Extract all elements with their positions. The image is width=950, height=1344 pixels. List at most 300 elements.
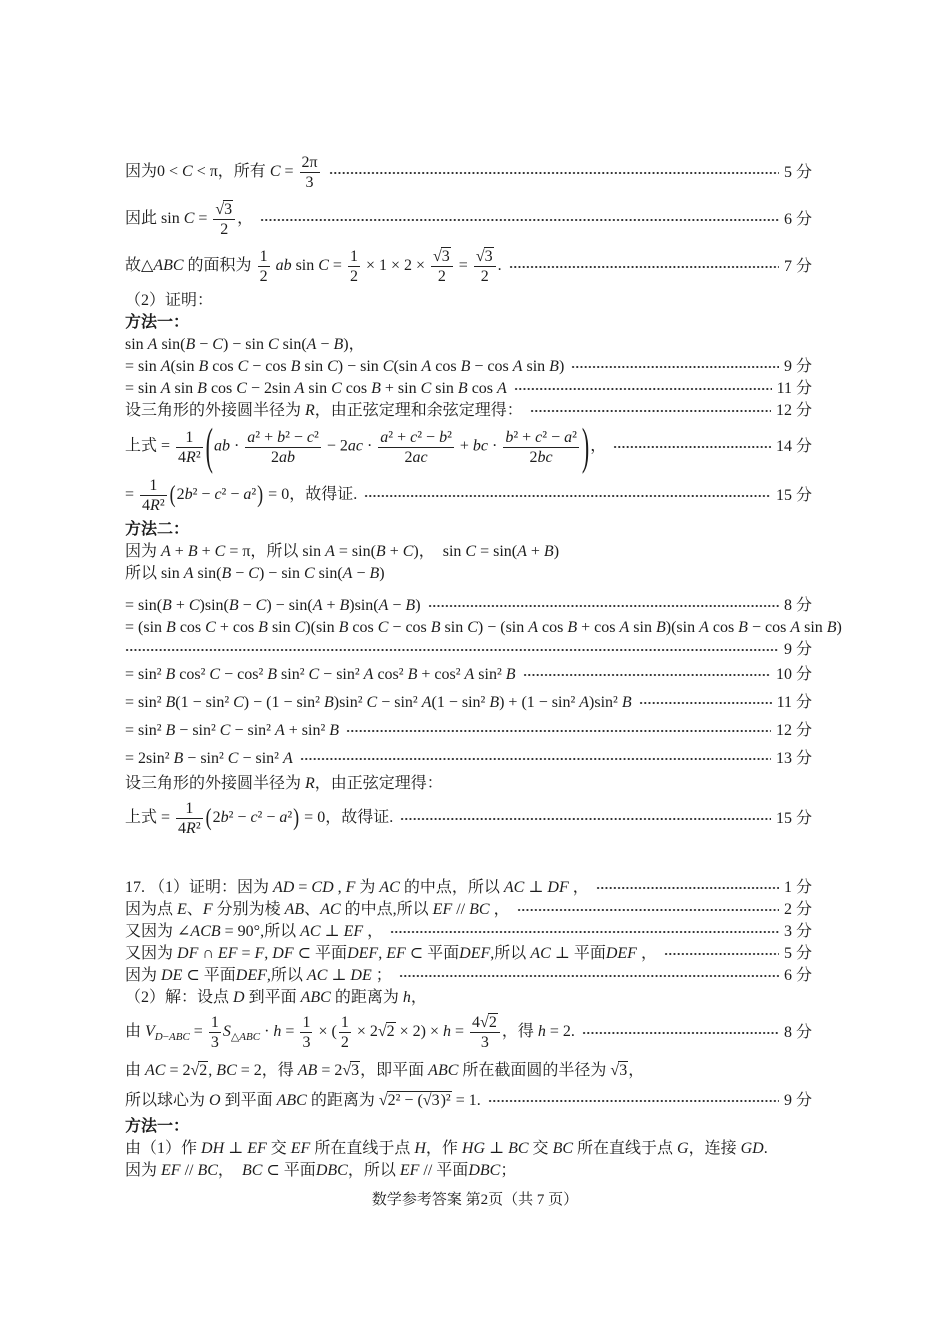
math-variable: F	[256, 1140, 267, 1157]
fraction-denominator: 2	[259, 268, 268, 285]
math-variable: B	[241, 1162, 252, 1179]
math-variable: G	[677, 1140, 689, 1157]
math-variable: C	[327, 358, 338, 375]
math-variable: F	[257, 967, 267, 984]
dot-leader	[125, 648, 779, 652]
math-variable: D	[315, 1162, 328, 1179]
math-variable: F	[345, 879, 356, 896]
math-variable: F	[300, 1140, 311, 1157]
line-content	[125, 595, 421, 617]
math-variable: B	[505, 666, 516, 683]
math-variable: B	[185, 336, 196, 353]
line-text: =	[125, 486, 139, 504]
answer-line	[125, 334, 812, 356]
math-variable: A	[619, 619, 630, 636]
score-label: 12 分	[775, 722, 812, 739]
math-variable: c	[535, 428, 543, 446]
answer-line	[125, 661, 812, 689]
math-variable: B	[162, 597, 172, 614]
line-text: 2b² − c² − a²	[176, 486, 257, 504]
radicand: 2	[386, 1023, 395, 1041]
fraction-numerator: a² + b² − c²	[247, 428, 319, 446]
line-text: × 1 × 2 ×	[361, 257, 430, 275]
dot-leader	[300, 757, 771, 761]
math-variable: C	[562, 1140, 574, 1157]
line-content	[125, 1160, 516, 1182]
line-text: 由 V	[125, 1023, 155, 1041]
fraction-denominator: 3	[480, 1034, 489, 1051]
answer-line	[125, 290, 812, 312]
math-variable: C	[248, 565, 259, 582]
math-variable: c	[480, 437, 488, 455]
math-variable: B	[246, 1031, 253, 1044]
line-text: 因为 A + B + C = π，所以 sin A = sin(B + C)， sin C = sin(A + B)	[125, 543, 560, 560]
square-root	[378, 1023, 396, 1040]
math-variable: C	[389, 879, 400, 896]
line-text: 因为点 E、F 分别为棱 AB、AC 的中点,所以 EF // BC ，	[125, 901, 510, 918]
line-text: 上式 =	[125, 437, 175, 455]
line-text: 故△ABC 的面积为	[125, 257, 256, 275]
math-variable: a	[380, 428, 389, 446]
line-content	[125, 965, 392, 987]
score-label: 7 分	[783, 257, 812, 275]
math-variable: C	[212, 336, 223, 353]
fraction-numerator: 1	[176, 428, 203, 448]
math-variable: b	[283, 257, 292, 275]
math-variable: C	[200, 923, 211, 940]
math-variable: c	[306, 428, 315, 446]
math-variable: B	[405, 597, 416, 614]
math-variable: B	[165, 694, 176, 711]
math-variable: C	[311, 879, 323, 896]
math-variable: D	[233, 989, 245, 1006]
fraction-numerator	[474, 247, 496, 267]
fraction	[474, 243, 496, 290]
math-variable: B	[228, 597, 239, 614]
math-variable: A	[190, 923, 201, 940]
math-variable: A	[320, 901, 330, 918]
line-content	[125, 378, 507, 400]
line-text: − 2ac ·	[322, 437, 377, 455]
answer-line	[125, 795, 812, 842]
fraction	[140, 472, 167, 519]
math-variable: C	[316, 967, 328, 984]
math-variable: C	[377, 619, 389, 636]
math-variable: C	[226, 1062, 237, 1079]
line-text: × 2) × h =	[395, 1023, 469, 1041]
fraction-numerator: a² + c² − b²	[380, 428, 452, 446]
square-root	[480, 1014, 498, 1031]
math-variable: D	[235, 967, 248, 984]
parenthesis: (	[169, 480, 176, 508]
fraction-numerator: 1	[140, 476, 167, 496]
line-content	[125, 519, 189, 541]
method-heading: 方法二：	[125, 521, 190, 538]
math-variable: h	[273, 1023, 282, 1041]
fraction	[339, 1009, 351, 1056]
math-variable: C	[182, 163, 193, 181]
score-label: 9 分	[783, 358, 812, 375]
math-variable: C	[296, 1092, 307, 1109]
line-text: sin A sin(B − C) − sin C sin(A − B)，	[125, 336, 365, 353]
math-variable: c	[355, 437, 363, 455]
line-content	[125, 1138, 768, 1160]
score-label: 8 分	[783, 597, 812, 614]
line-content	[125, 1060, 644, 1082]
answer-line	[125, 921, 812, 943]
math-variable: H	[461, 1140, 474, 1157]
math-variable: E	[217, 945, 228, 962]
radicand: 3	[441, 248, 450, 265]
dot-leader	[509, 265, 779, 269]
math-variable: E	[177, 901, 187, 918]
score-label: 8 分	[783, 1023, 812, 1041]
math-variable: C	[233, 694, 244, 711]
answer-line	[125, 943, 812, 965]
math-variable: c	[410, 428, 418, 446]
math-variable: F	[409, 1162, 420, 1179]
math-variable: b	[287, 448, 296, 466]
score-label: 15 分	[775, 809, 812, 827]
fraction-denominator: 2ac	[404, 448, 428, 466]
math-variable: C	[255, 597, 267, 614]
math-variable: B	[549, 358, 559, 375]
score-label: 11 分	[776, 380, 812, 397]
math-variable: B	[339, 597, 350, 614]
answer-line	[125, 595, 812, 617]
fraction-denominator: 4R²	[178, 448, 201, 466]
math-variable: A	[517, 543, 527, 560]
math-variable: A	[530, 945, 541, 962]
math-variable: A	[276, 1092, 287, 1109]
fraction	[300, 1009, 312, 1056]
math-variable: C	[331, 380, 342, 397]
math-variable: A	[464, 666, 475, 683]
line-text: ，	[628, 1062, 645, 1079]
math-variable: c	[420, 448, 428, 466]
math-variable: A	[239, 1031, 247, 1044]
math-variable: D	[154, 1031, 163, 1044]
math-variable: A	[699, 619, 709, 636]
line-text: .	[497, 257, 502, 275]
math-variable: E	[247, 967, 258, 984]
math-variable: C	[209, 666, 221, 683]
math-variable: B	[457, 380, 468, 397]
math-variable: B	[369, 565, 380, 582]
math-variable: A	[183, 565, 194, 582]
math-variable: c	[214, 486, 222, 504]
math-variable: A	[512, 358, 523, 375]
answer-line	[125, 745, 812, 773]
subscript: △ABC	[230, 1031, 261, 1044]
line-content	[125, 921, 383, 943]
line-content	[125, 617, 842, 639]
answer-line	[125, 400, 812, 422]
math-variable: B	[460, 358, 471, 375]
line-text: · h =	[260, 1023, 299, 1041]
dot-leader	[523, 673, 771, 677]
math-variable: D	[177, 945, 189, 962]
radicand: 3	[484, 248, 493, 265]
answer-line	[125, 1056, 812, 1086]
dot-leader	[571, 365, 779, 369]
math-variable: B	[294, 901, 305, 918]
math-variable: F	[368, 945, 379, 962]
math-variable: C	[337, 1162, 348, 1179]
line-content	[125, 417, 607, 475]
fraction-denominator: 2	[349, 268, 358, 285]
large-parenthesis: (	[205, 417, 213, 475]
fraction	[245, 424, 321, 471]
math-variable: D	[272, 945, 284, 962]
math-variable: B	[552, 1140, 563, 1157]
math-variable: D	[282, 879, 295, 896]
score-label: 10 分	[775, 666, 812, 683]
parenthesis: (	[205, 803, 212, 831]
math-variable: A	[300, 923, 310, 940]
math-variable: A	[306, 336, 317, 353]
math-variable: B	[165, 666, 176, 683]
line-text: + bc ·	[455, 437, 502, 455]
fraction-numerator	[431, 247, 453, 267]
fraction-denominator: 3	[305, 174, 314, 191]
math-variable: B	[469, 901, 479, 918]
score-label: 2 分	[783, 901, 812, 918]
math-variable: R	[186, 820, 196, 837]
line-content	[125, 987, 427, 1009]
dot-leader	[517, 908, 779, 912]
math-variable: A	[297, 1062, 308, 1079]
score-label: 6 分	[783, 967, 812, 984]
math-variable: F	[558, 879, 569, 896]
math-variable: A	[294, 380, 305, 397]
dot-leader	[664, 952, 779, 956]
line-content	[125, 720, 339, 742]
math-variable: A	[282, 750, 293, 767]
math-variable: E	[161, 1162, 171, 1179]
math-variable: B	[166, 619, 176, 636]
math-variable: C	[182, 1031, 190, 1044]
answer-line	[125, 312, 812, 334]
score-label: 15 分	[775, 486, 812, 504]
fraction-denominator: 2	[437, 268, 446, 285]
math-variable: C	[251, 1162, 263, 1179]
math-variable: B	[173, 750, 184, 767]
math-variable: F	[202, 901, 213, 918]
math-variable: A	[421, 694, 432, 711]
line-text: × (	[314, 1023, 337, 1041]
math-variable: a	[279, 448, 288, 466]
math-variable: B	[286, 1092, 297, 1109]
square-root	[433, 248, 451, 265]
math-variable: B	[338, 619, 349, 636]
line-text: ab sin C =	[275, 257, 346, 275]
line-content	[125, 748, 293, 770]
answer-line	[125, 149, 812, 196]
math-variable: E	[247, 1140, 257, 1157]
math-variable: B	[375, 543, 386, 560]
line-text: 又因为 ∠ACB = 90°,所以 AC ⊥ EF ，	[125, 923, 384, 940]
fraction-denominator: 3	[302, 1034, 311, 1051]
fraction	[258, 243, 270, 290]
large-parenthesis: )	[581, 417, 590, 475]
math-variable: D	[547, 879, 559, 896]
math-variable: C	[517, 1140, 529, 1157]
line-content	[125, 356, 564, 378]
dot-leader	[346, 729, 771, 733]
line-content	[125, 773, 443, 795]
line-text: ，	[237, 210, 254, 228]
fraction	[209, 1009, 221, 1056]
math-variable: C	[219, 722, 231, 739]
math-variable: B	[329, 722, 340, 739]
line-text: )²	[440, 1092, 451, 1109]
line-text: 2b² − c² − a²	[212, 809, 293, 827]
radicand: 2	[199, 1062, 208, 1079]
fraction-numerator: 1	[210, 1014, 219, 1031]
fraction	[176, 424, 203, 471]
square-root	[476, 248, 494, 265]
method-heading: 方法一：	[125, 314, 190, 331]
math-variable: b	[505, 428, 514, 446]
fraction	[431, 243, 453, 290]
fraction-numerator: 1	[259, 248, 268, 265]
fraction	[503, 424, 579, 471]
math-variable: c	[545, 448, 553, 466]
math-variable: C	[154, 1062, 166, 1079]
radicand: 3	[224, 201, 233, 218]
line-content	[125, 1009, 575, 1056]
math-variable: E	[343, 923, 354, 940]
math-variable: A	[168, 1031, 176, 1044]
math-variable: R	[305, 775, 315, 792]
line-content	[125, 877, 589, 899]
parenthesis: )	[293, 803, 300, 831]
math-variable: B	[567, 619, 578, 636]
math-variable: a	[213, 437, 222, 455]
math-variable: H	[414, 1140, 426, 1157]
math-variable: b	[221, 437, 230, 455]
line-text: = (sin B cos C + cos B sin C)(sin B cos C − cos B sin C) − (sin A cos B + cos A sin B)(sin A cos B − cos A sin B)	[125, 619, 842, 636]
math-variable: H	[212, 1140, 225, 1157]
math-variable: C	[402, 543, 414, 560]
math-variable: D	[161, 967, 173, 984]
fraction-numerator	[213, 200, 235, 220]
method-heading: 方法一：	[125, 1118, 190, 1135]
fraction-numerator: 1	[349, 248, 358, 265]
square-root	[379, 1092, 452, 1109]
score-label: 1 分	[783, 879, 812, 896]
math-variable: a	[279, 809, 288, 827]
line-text: 因为 DE ⊂ 平面DEF,所以 AC ⊥ DE ；	[125, 967, 392, 984]
math-variable: E	[432, 901, 443, 918]
score-label: 9 分	[783, 641, 812, 658]
math-variable: E	[361, 967, 372, 984]
fraction-numerator: 2π	[301, 154, 318, 171]
math-variable: B	[323, 694, 334, 711]
math-variable: C	[172, 257, 184, 275]
math-variable: A	[497, 380, 507, 397]
fraction-numerator: 1	[340, 1014, 349, 1031]
answer-line	[125, 243, 812, 290]
fraction-numerator: 1	[302, 1014, 311, 1031]
subscript: D−ABC	[154, 1031, 190, 1044]
math-variable: C	[183, 210, 195, 228]
math-variable: G	[740, 1140, 753, 1157]
line-text: = 0，故得证.	[300, 809, 394, 827]
dot-leader	[639, 701, 772, 705]
radicand: 3	[431, 1092, 440, 1109]
math-variable: A	[273, 879, 283, 896]
fraction-denominator: 2	[220, 221, 229, 238]
answer-line	[125, 356, 812, 378]
math-variable: F	[283, 945, 294, 962]
math-variable: B	[198, 358, 209, 375]
math-variable: R	[305, 402, 315, 419]
line-text: （2）解：设点 D 到平面 ABC 的距离为 h，	[125, 989, 427, 1006]
math-variable: C	[269, 163, 281, 181]
math-variable: C	[467, 619, 478, 636]
line-text: 17. （1）证明：因为 AD = CD , F 为 AC 的中点，所以 AC ⊥ DF ，	[125, 879, 589, 896]
math-variable: E	[290, 1140, 301, 1157]
dot-leader	[399, 974, 779, 978]
math-variable: B	[407, 666, 418, 683]
line-content	[125, 149, 322, 196]
math-variable: B	[175, 1031, 183, 1044]
math-variable: A	[378, 597, 389, 614]
page-footer: 数学参考答案 第2页（共 7 页）	[371, 1192, 579, 1208]
dot-leader	[582, 1031, 779, 1035]
math-variable: C	[205, 619, 216, 636]
line-text: ，得 h = 2.	[501, 1023, 575, 1041]
math-variable: F	[395, 945, 406, 962]
math-variable: S	[222, 1023, 231, 1041]
line-text: = sin² B cos² C − cos² B sin² C − sin² A cos² B + cos² A sin² B	[125, 666, 516, 683]
fraction	[470, 1009, 500, 1056]
math-variable: C	[227, 750, 239, 767]
math-variable: B	[310, 989, 321, 1006]
math-variable: A	[325, 543, 335, 560]
line-content	[125, 196, 253, 243]
line-content	[125, 290, 213, 312]
line-text	[223, 1023, 231, 1040]
math-variable: D	[605, 945, 618, 962]
math-variable: c	[250, 809, 258, 827]
math-variable: A	[528, 619, 539, 636]
math-variable: F	[254, 945, 265, 962]
math-variable: E	[358, 945, 369, 962]
math-variable: a	[412, 448, 421, 466]
math-variable: A	[274, 722, 285, 739]
line-text: 2² − (	[387, 1092, 423, 1109]
math-variable: C	[513, 879, 525, 896]
math-variable: h	[537, 1023, 546, 1041]
score-label: 9 分	[783, 1092, 812, 1109]
math-variable: B	[371, 380, 381, 397]
math-variable: B	[327, 1162, 338, 1179]
answer-line	[125, 899, 812, 921]
math-variable: C	[318, 257, 329, 275]
math-variable: A	[428, 1062, 438, 1079]
question-16-solution-part-a	[125, 149, 812, 585]
math-variable: B	[290, 358, 301, 375]
math-variable: A	[421, 358, 432, 375]
line-text: × 2	[352, 1023, 378, 1041]
math-variable: C	[236, 380, 247, 397]
math-variable: C	[329, 901, 341, 918]
math-variable: b	[537, 448, 546, 466]
math-variable: B	[479, 1162, 490, 1179]
